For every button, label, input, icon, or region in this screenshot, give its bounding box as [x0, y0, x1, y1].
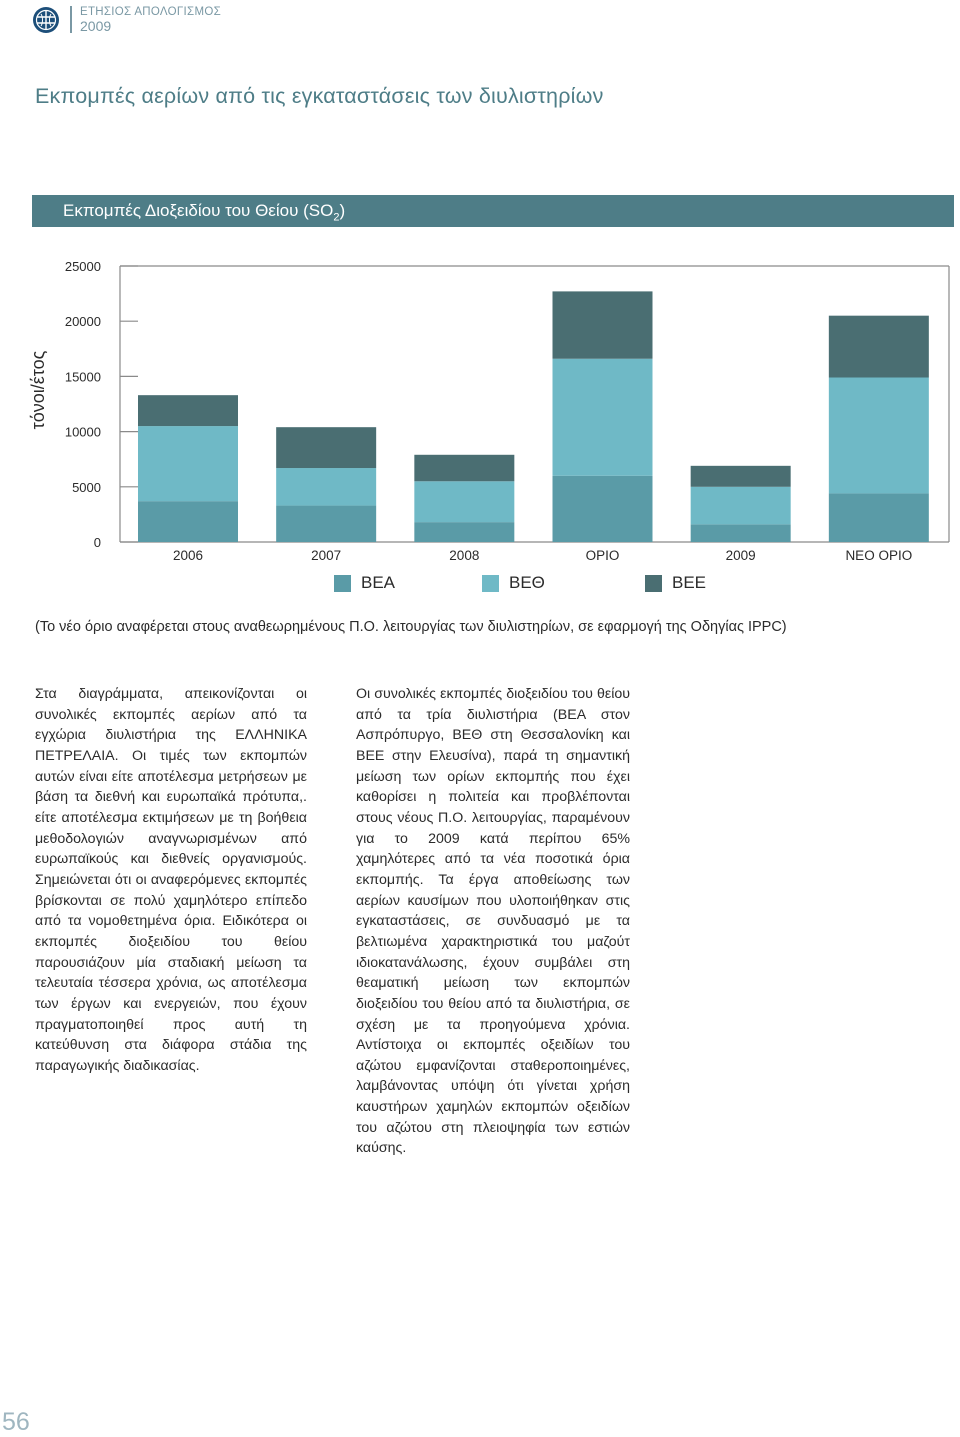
bar-segment-beth — [829, 378, 929, 494]
y-tick-label: 10000 — [64, 424, 101, 440]
legend-label-bee: ΒΕΕ — [672, 573, 707, 592]
legend-label-bea: ΒΕΑ — [361, 573, 396, 592]
y-axis-label: τόνοι/έτος — [28, 350, 48, 430]
bar-segment-bea — [138, 501, 238, 542]
chart-footnote: (Το νέο όριο αναφέρεται στους αναθεωρημένους Π.Ο. λειτουργίας των διυλιστηρίων, σε εφαρμογή της Οδηγίας IPPC) — [35, 619, 787, 635]
body-text-left: Στα διαγράμματα, απεικονίζονται οι συνολικές εκπομπές αερίων από τα εγχώρια διυλιστήρια της ΕΛΛΗΝΙΚΑ ΠΕΤΡΕΛΑΙΑ. Οι τιμές των εκπομπών αυτών είναι είτε αποτέλεσμα μετρήσεων με βάση τα διεθνή και ευρωπαϊκά πρότυπα,. είτε αποτέλεσμα εκτιμήσεων με τη βοήθεια μεθοδολογιών αναγνωρισμένων από ευρωπαϊκούς και διεθνείς οργανισμούς. Σημειώνεται ότι οι αναφερόμενες εκπομπές βρίσκονται σε πολύ χαμηλότερο επίπεδο από τα νομοθετημένα όρια. Ειδικότερα οι εκπομπές διοξειδίου του θείου παρουσιάζουν μία σταδιακή μείωση τα τελευταία τέσσερα χρόνια, ως αποτέλεσμα των έργων και ενεργειών, που έχουν πραγματοποιηθεί προς αυτή τη κατεύθυνση στα διάφορα στάδια της παραγωγικής διαδικασίας. — [35, 686, 307, 1074]
bar-segment-bea — [276, 506, 376, 542]
legend-swatch-bea — [334, 575, 351, 592]
body-text-right: Οι συνολικές εκπομπές διοξειδίου του θείου από τα τρία διυλιστήρια (ΒΕΑ στον Ασπρόπυργο, ΒΕΘ στη Θεσσαλονίκη και ΒΕΕ στην Ελευσίνα), παρά τη σημαντική μείωση των ορίων εκπομπής που έχει καθορίσει η πολιτεία και προβλέπονται στους νέους Π.Ο. λειτουργίας, παραμένουν για το 2009 κατά περίπου 65% χαμηλότερες από τα νέα ποσοτικά όρια εκπομπής. Τα έργα αποθείωσης των αερίων καυσίμων που υλοποιήθηκαν στις εγκαταστάσεις, σε συνδυασμό με τα βελτιωμένα χαρακτηριστικά του μαζούτ ιδιοκατανάλωσης, έχουν συμβάλει στη θεαματική μείωση των εκπομπών διοξειδίου του θείου από τα διυλιστήρια, σε σχέση με τα προηγούμενα χρόνια. Αντίστοιχα οι εκπομπές οξειδίων του αζώτου εμφανίζονται σταθεροποιημένες, λαμβάνοντας υπόψη ότι γίνεται χρήση καυστήρων χαμηλών εκπομπών οξειδίων του αζώτου στη πλειοψηφία των εστιών καύσης. — [356, 686, 630, 1157]
chart-title — [63, 201, 345, 223]
x-tick-label: ΟΡΙΟ — [585, 548, 620, 563]
bar-segment-bea — [829, 493, 929, 542]
chart-title-main: Εκπομπές Διοξειδίου του Θείου (SO — [63, 201, 334, 220]
y-tick-label: 15000 — [64, 369, 101, 385]
x-tick-label: 2008 — [449, 548, 480, 563]
report-year: 2009 — [80, 18, 112, 34]
bar-segment-bee — [829, 316, 929, 378]
section-title: Εκπομπές αερίων από τις εγκαταστάσεις των διυλιστηρίων — [35, 84, 604, 108]
header-separator — [70, 6, 72, 33]
bar-segment-bee — [414, 455, 514, 481]
bar-segment-beth — [276, 468, 376, 506]
legend-swatch-bee — [645, 575, 662, 592]
bar-segment-bea — [414, 522, 514, 542]
chart-title-end: ) — [339, 201, 346, 220]
x-tick-label: 2009 — [725, 548, 756, 563]
bar-segment-bea — [691, 524, 791, 542]
x-tick-label: ΝΕΟ ΟΡΙΟ — [845, 548, 913, 563]
bar-segment-beth — [138, 426, 238, 501]
x-tick-label: 2006 — [172, 548, 204, 563]
bar-segment-beth — [414, 481, 514, 522]
bar-segment-beth — [691, 487, 791, 525]
x-tick-label: 2007 — [311, 548, 342, 563]
bar-segment-beth — [553, 359, 653, 476]
report-title: ΕΤΗΣΙΟΣ ΑΠΟΛΟΓΙΣΜΟΣ — [80, 6, 221, 18]
legend-swatch-beth — [482, 575, 499, 592]
legend-label-beth: ΒΕΘ — [509, 573, 545, 592]
page-number: 56 — [2, 1408, 30, 1436]
chart-banner — [32, 195, 954, 227]
y-tick-label: 25000 — [64, 259, 101, 274]
y-tick-label: 20000 — [64, 314, 101, 330]
bar-segment-bee — [553, 291, 653, 358]
y-tick-label: 5000 — [72, 479, 101, 495]
bar-segment-bee — [138, 395, 238, 426]
y-tick-label: 0 — [93, 535, 101, 550]
bar-segment-bea — [553, 476, 653, 542]
bar-segment-bee — [691, 466, 791, 487]
company-logo-icon — [32, 6, 60, 34]
chart-title-subscript: 2 — [333, 211, 340, 224]
bar-segment-bee — [276, 427, 376, 468]
so2-emissions-chart — [0, 240, 960, 570]
